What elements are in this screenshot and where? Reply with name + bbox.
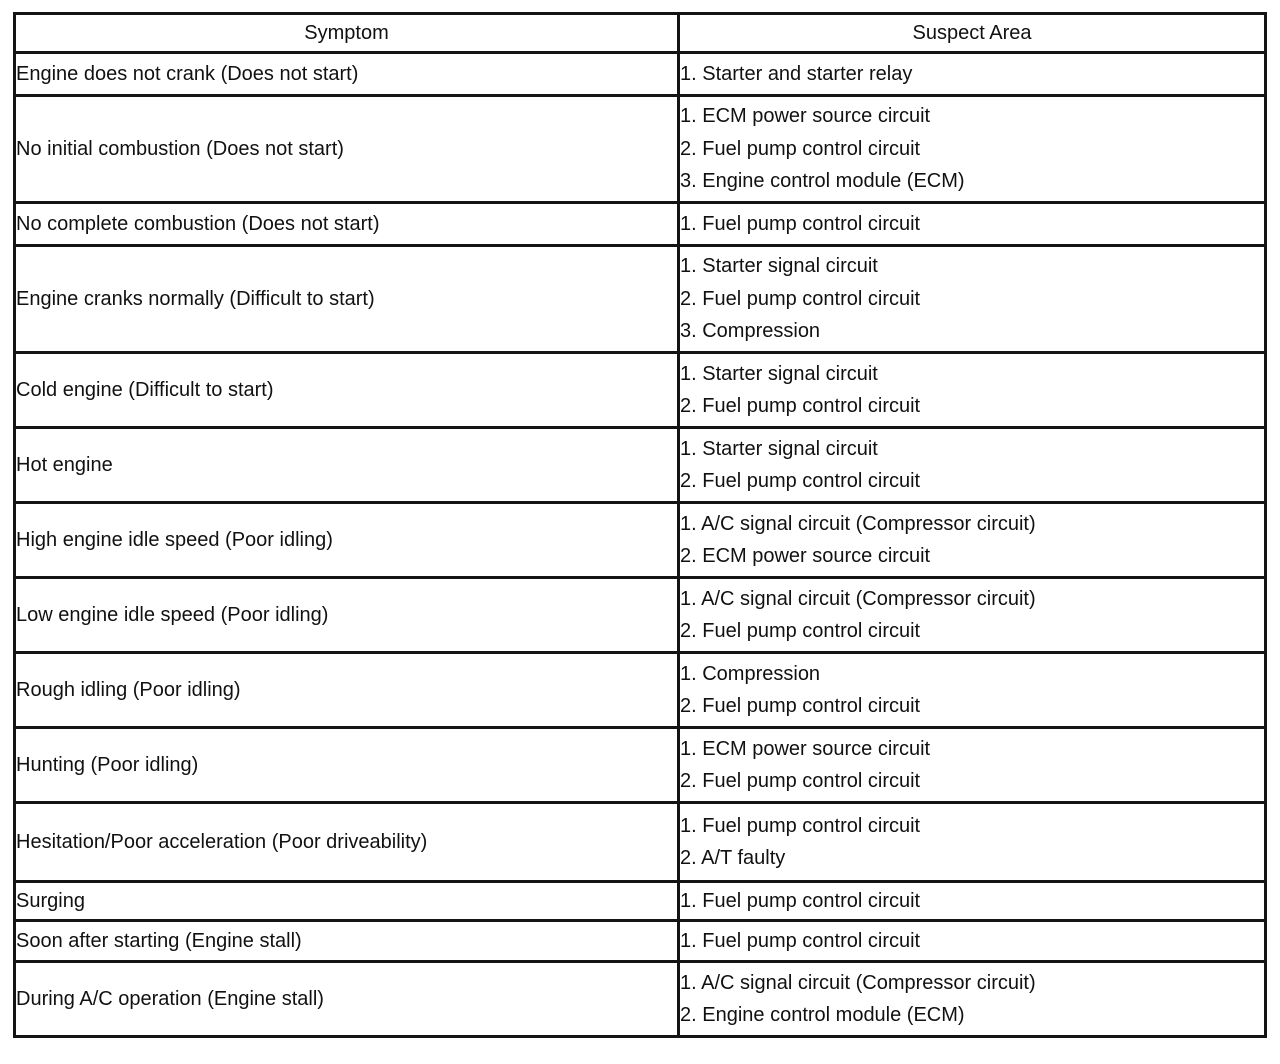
suspect-area-cell	[679, 653, 1266, 728]
symptom-cell: During A/C operation (Engine stall)	[15, 962, 679, 1037]
symptom-cell: Engine does not crank (Does not start)	[15, 53, 679, 96]
table-row	[15, 203, 1266, 246]
table-row	[15, 728, 1266, 803]
table-row	[15, 246, 1266, 353]
suspect-item: 1. Fuel pump control circuit	[680, 212, 921, 235]
symptom-cell: Engine cranks normally (Difficult to start)	[15, 246, 679, 353]
symptom-cell: No initial combustion (Does not start)	[15, 96, 679, 203]
suspect-area-cell	[679, 578, 1266, 653]
table-row	[15, 882, 1266, 921]
symptom-cell: High engine idle speed (Poor idling)	[15, 503, 679, 578]
symptom-cell: Hunting (Poor idling)	[15, 728, 679, 803]
suspect-item: 1. Starter and starter relay	[680, 62, 913, 85]
suspect-area-cell	[679, 882, 1266, 921]
table-row	[15, 353, 1266, 428]
symptom-cell: No complete combustion (Does not start)	[15, 203, 679, 246]
suspect-item: 1. Fuel pump control circuit	[680, 929, 921, 952]
symptom-table	[13, 12, 1267, 1038]
suspect-item: 2. Fuel pump control circuit	[680, 620, 921, 642]
suspect-item: 2. Fuel pump control circuit	[680, 137, 921, 160]
suspect-item: 2. A/T faulty	[680, 847, 786, 869]
suspect-item: 1. Fuel pump control circuit	[680, 814, 921, 837]
table-row	[15, 428, 1266, 503]
suspect-area-cell	[679, 728, 1266, 803]
suspect-item: 1. Compression	[680, 662, 821, 685]
troubleshooting-sheet	[13, 12, 1264, 1038]
table-row	[15, 96, 1266, 203]
suspect-item: 3. Engine control module (ECM)	[680, 170, 965, 193]
symptom-cell: Surging	[15, 882, 679, 921]
suspect-item: 2. Fuel pump control circuit	[680, 770, 921, 792]
suspect-area-cell	[679, 96, 1266, 203]
suspect-item: 1. ECM power source circuit	[680, 737, 931, 760]
suspect-item: 2. Fuel pump control circuit	[680, 395, 921, 417]
table-row	[15, 578, 1266, 653]
suspect-item: 1. A/C signal circuit (Compressor circuit)	[680, 971, 1036, 994]
suspect-item: 1. Starter signal circuit	[680, 255, 878, 278]
suspect-item: 1. Starter signal circuit	[680, 362, 878, 385]
suspect-area-cell	[679, 203, 1266, 246]
suspect-area-cell	[679, 428, 1266, 503]
table-row	[15, 921, 1266, 962]
suspect-item: 1. A/C signal circuit (Compressor circuit)	[680, 587, 1036, 610]
suspect-area-cell	[679, 353, 1266, 428]
suspect-item: 3. Compression	[680, 320, 821, 343]
suspect-area-cell	[679, 503, 1266, 578]
suspect-item: 2. Fuel pump control circuit	[680, 470, 921, 492]
table-row	[15, 803, 1266, 882]
table-row	[15, 962, 1266, 1037]
table-row	[15, 503, 1266, 578]
suspect-item: 1. ECM power source circuit	[680, 105, 931, 128]
suspect-item: 2. Engine control module (ECM)	[680, 1004, 965, 1026]
symptom-cell: Low engine idle speed (Poor idling)	[15, 578, 679, 653]
symptom-cell: Rough idling (Poor idling)	[15, 653, 679, 728]
suspect-item: 1. A/C signal circuit (Compressor circuit)	[680, 512, 1036, 535]
symptom-cell: Hot engine	[15, 428, 679, 503]
suspect-area-cell	[679, 962, 1266, 1037]
suspect-area-cell	[679, 803, 1266, 882]
table-header-row	[15, 14, 1266, 53]
suspect-area-cell	[679, 921, 1266, 962]
suspect-area-column-header: Suspect Area	[679, 14, 1266, 53]
suspect-area-cell	[679, 246, 1266, 353]
suspect-item: 2. Fuel pump control circuit	[680, 287, 921, 310]
suspect-item: 2. ECM power source circuit	[680, 545, 931, 567]
suspect-item: 1. Starter signal circuit	[680, 437, 878, 460]
symptom-cell: Cold engine (Difficult to start)	[15, 353, 679, 428]
symptom-column-header: Symptom	[15, 14, 679, 53]
symptom-cell: Soon after starting (Engine stall)	[15, 921, 679, 962]
suspect-area-cell	[679, 53, 1266, 96]
table-row	[15, 53, 1266, 96]
suspect-item: 1. Fuel pump control circuit	[680, 889, 921, 912]
symptom-cell: Hesitation/Poor acceleration (Poor driveability)	[15, 803, 679, 882]
table-row	[15, 653, 1266, 728]
suspect-item: 2. Fuel pump control circuit	[680, 695, 921, 717]
